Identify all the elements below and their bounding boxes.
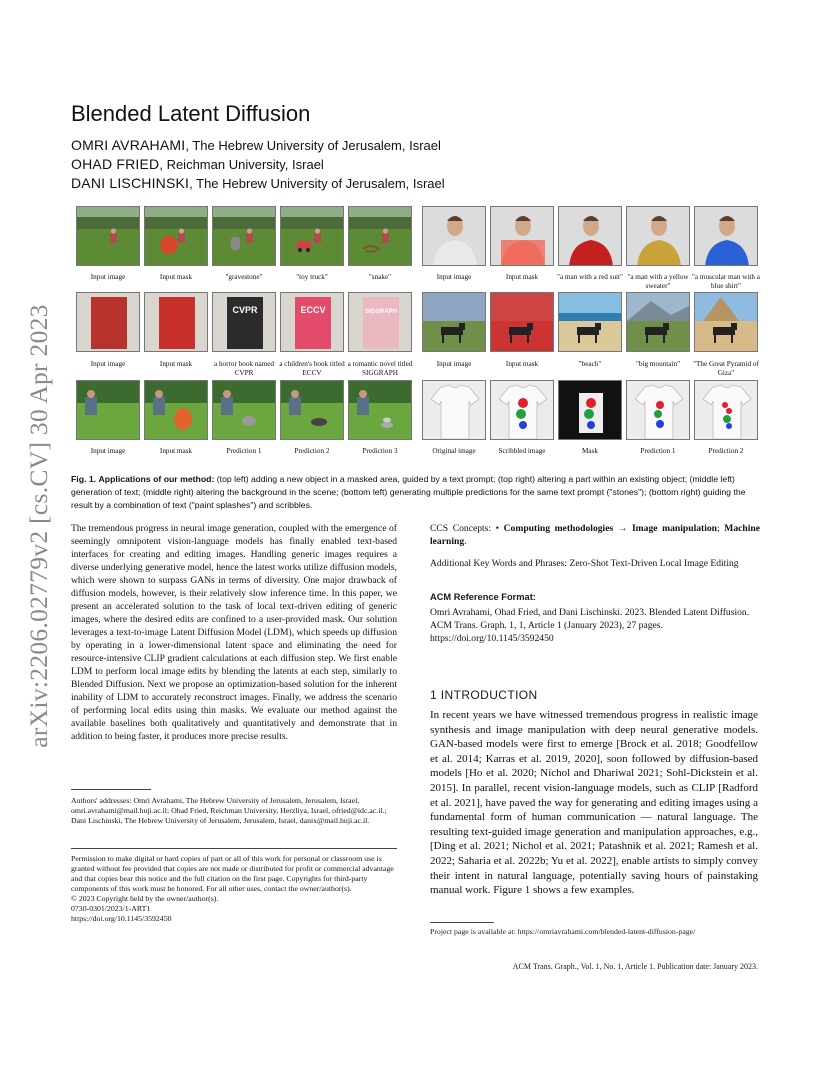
author-name: OHAD FRIED	[71, 156, 160, 172]
figure-thumbnail-caption: Input image	[436, 360, 472, 368]
permission-rule	[71, 848, 397, 849]
figure-thumbnail	[212, 206, 276, 266]
author-name: DANI LISCHINSKI	[71, 175, 190, 191]
figure-thumbnail	[348, 380, 412, 440]
author-name: OMRI AVRAHAMI	[71, 137, 186, 153]
figure-caption	[71, 473, 757, 512]
figure-thumbnail	[280, 380, 344, 440]
figure-thumbnail-caption: "a muscular man with a blue shirt"	[691, 273, 760, 290]
ccs-bold-2: Machine learning	[430, 523, 760, 547]
figure-thumbnail-caption: a children's book titled ECCV	[279, 360, 345, 377]
figure-thumbnail	[348, 292, 412, 352]
figure-thumbnail-caption: "a man with a yellow sweater"	[627, 273, 689, 290]
figure-thumbnail-caption: Prediction 3	[362, 447, 398, 455]
figure-thumbnail-caption: "The Great Pyramid of Giza"	[693, 360, 759, 377]
permission-notice	[71, 854, 397, 924]
figure-thumbnail	[76, 206, 140, 266]
author-1	[71, 137, 441, 153]
figure-thumbnail-caption: Input image	[90, 447, 126, 455]
author-3	[71, 175, 445, 191]
figure-thumbnail	[212, 292, 276, 352]
figure-thumbnail-caption: Input mask	[505, 360, 539, 368]
footnote-rule	[71, 789, 151, 790]
figure-thumbnail-caption: "toy truck"	[296, 273, 328, 281]
figure-thumbnail	[694, 292, 758, 352]
author-affiliation: , The Hebrew University of Jerusalem, Israel	[189, 176, 445, 191]
author-affiliation: , The Hebrew University of Jerusalem, Israel	[185, 138, 441, 153]
figure-thumbnail-caption: Prediction 2	[708, 447, 744, 455]
figure-thumbnail	[490, 206, 554, 266]
figure-thumbnail-caption: Scribbled image	[498, 447, 546, 455]
figure-thumbnail-caption: "big mountain"	[636, 360, 680, 368]
running-footer: ACM Trans. Graph., Vol. 1, No. 1, Article 1. Publication date: January 2023.	[512, 962, 758, 971]
figure-thumbnail	[626, 380, 690, 440]
figure-thumbnail-caption: Prediction 1	[226, 447, 262, 455]
figure-thumbnail-caption: Input image	[90, 360, 126, 368]
figure-thumbnail-caption: Prediction 2	[294, 447, 330, 455]
section-heading-introduction: 1 INTRODUCTION	[430, 688, 538, 702]
abstract: The tremendous progress in neural image generation, coupled with the emergence of seemingly omnipotent vision-language models has finally enabled text-based interfaces for creating and editing images. Handling generic images requires a diverse underlying generative model, hence the latest works utilize diffusion models, which were shown to surpass GANs in terms of diversity. One major drawback of diffusion models, however, is their relatively slow inference time. In this paper, we present an accelerated solution to the task of local text-driven editing of generic images, where the desired edits are confined to a user-provided mask. Our solution leverages a text-to-image Latent Diffusion Model (LDM), which speeds up diffusion by operating in a lower-dimensional latent space and eliminating the need for resource-intensive CLIP gradient calculations at each diffusion step. We first enable LDM to perform local image edits by blending the latents at each step, similarly to Blended Diffusion. Next we propose an optimization-based solution for the inherent inability of LDM to accurately reconstruct images. Finally, we address the scenario of performing local edits using thin masks. We evaluate our method against the available baselines both qualitatively and quantitatively and demonstrate that in addition to being faster, it produces more precise results.	[71, 523, 397, 742]
figure-thumbnail	[694, 380, 758, 440]
figure-thumbnail	[212, 380, 276, 440]
caption-lead: Fig. 1.	[71, 474, 97, 484]
introduction-text: In recent years we have witnessed tremendous progress in realistic image synthesis and image manipulation with deep neural generative models. GAN-based models were first to emerge [Brock et al. 2018; Goodfellow et al. 2014; Karras et al. 2019, 2020], soon followed by diffusion-based models [Ho et al. 2020; Nichol and Dhariwal 2021; Sohl-Dickstein et al. 2015]. In parallel, recent vision-language models, such as CLIP [Radford et al. 2021], have paved the way for generating and editing images using a fundamental form of human communication — natural language. The resulting text-guided image generation and manipulation approaches, e.g., [Ding et al. 2021; Nichol et al. 2021; Patashnik et al. 2021; Ramesh et al. 2022; Saharia et al. 2022b; Yu et al. 2022], enable artists to simply convey their intent in natural language, potentially saving hours of painstaking manual work. Figure 1 shows a few examples.	[430, 709, 758, 897]
acm-reference: Omri Avrahami, Ohad Fried, and Dani Lischinski. 2023. Blended Latent Diffusion. ACM Trans. Graph. 1, 1, Article 1 (January 2023), 27 pages. https://doi.org/10.1145/3592450	[430, 607, 750, 644]
caption-bold: Applications of our method:	[98, 474, 215, 484]
arxiv-stamp-text: arXiv:2206.02779v2 [cs.CV] 30 Apr 2023	[24, 304, 53, 748]
figure-thumbnail-caption: Input mask	[159, 273, 193, 281]
figure-thumbnail	[558, 380, 622, 440]
svg-text:ECCV: ECCV	[300, 305, 326, 315]
figure-thumbnail-caption: Mask	[582, 447, 598, 455]
figure-thumbnail	[144, 292, 208, 352]
figure-thumbnail-caption: a horror book named CVPR	[213, 360, 275, 377]
figure-thumbnail-caption: "beach"	[578, 360, 602, 368]
svg-text:CVPR: CVPR	[232, 305, 258, 315]
ccs-label: CCS Concepts: •	[430, 523, 504, 534]
figure-thumbnail	[490, 380, 554, 440]
ccs-concepts	[430, 522, 760, 548]
permission-text: Permission to make digital or hard copies of part or all of this work for personal or classroom use is granted without fee provided that copies are not made or distributed for profit or commercial advantage and that copies bear this notice and the full citation on the first page. Copyrights for third-party components of this work must be honored. For all other uses, contact the owner/author(s).	[71, 854, 394, 893]
figure-thumbnail	[144, 206, 208, 266]
figure-thumbnail	[280, 292, 344, 352]
figure-thumbnail	[76, 380, 140, 440]
figure-thumbnail	[422, 292, 486, 352]
copyright-line: © 2023 Copyright held by the owner/author(s).	[71, 894, 219, 903]
doi-line: https://doi.org/10.1145/3592450	[71, 914, 172, 923]
svg-text:SIGGRAPH: SIGGRAPH	[364, 309, 398, 315]
figure-thumbnail	[558, 206, 622, 266]
figure-thumbnail-caption: Input image	[90, 273, 126, 281]
figure-thumbnail	[76, 292, 140, 352]
figure-thumbnail	[144, 380, 208, 440]
figure-thumbnail-caption: Input mask	[159, 447, 193, 455]
ccs-end: .	[464, 536, 467, 547]
figure-thumbnail-caption: Input mask	[505, 273, 539, 281]
figure-thumbnail	[422, 206, 486, 266]
figure-thumbnail-caption: Input image	[436, 273, 472, 281]
acm-reference-heading: ACM Reference Format:	[430, 592, 536, 602]
figure-thumbnail	[280, 206, 344, 266]
figure-thumbnail	[626, 292, 690, 352]
figure-thumbnail-caption: "gravestone"	[225, 273, 263, 281]
figure-thumbnail	[348, 206, 412, 266]
ccs-sep: ;	[717, 523, 725, 534]
figure-thumbnail-caption: "snake"	[368, 273, 392, 281]
figure-thumbnail	[422, 380, 486, 440]
figure-thumbnail	[694, 206, 758, 266]
arxiv-stamp	[12, 286, 66, 766]
author-affiliation: , Reichman University, Israel	[159, 157, 324, 172]
caption-text: (top left) adding a new object in a masked area, guided by a text prompt; (top right) altering a part within an existing object; (middle left) generation of text; (middle right) altering the background in the scene; (bottom left) generating multiple predictions for the same text prompt ("stones"); (bottom right) guiding the result by a combination of text ("paint splashes") and scribbles.	[71, 474, 746, 510]
figure-thumbnail-caption: Prediction 1	[640, 447, 676, 455]
figure-thumbnail-caption: Input mask	[159, 360, 193, 368]
issn-line: 0730-0301/2023/1-ART1	[71, 904, 151, 913]
figure-thumbnail	[558, 292, 622, 352]
figure-thumbnail-caption: Original image	[432, 447, 476, 455]
figure-thumbnail-caption: "a man with a red suit"	[557, 273, 623, 281]
project-page-note: Project page is available at: https://omriavrahami.com/blended-latent-diffusion-page/	[430, 927, 696, 936]
figure-thumbnail	[626, 206, 690, 266]
author-2	[71, 156, 324, 172]
ccs-bold: Computing methodologies → Image manipulation	[503, 523, 718, 534]
figure-thumbnail	[490, 292, 554, 352]
authors-addresses: Authors' addresses: Omri Avrahami, The Hebrew University of Jerusalem, Jerusalem, Israel, omri.avrahami@mail.huji.ac.il; Ohad Fried, Reichman University, Herzliya, Israel, ofried@idc.ac.il.; Dani Lischinski, The Hebrew University of Jerusalem, Jerusalem, Israel, danix@mail.huji.ac.il.	[71, 796, 387, 825]
project-rule	[430, 922, 494, 923]
keywords: Additional Key Words and Phrases: Zero-Shot Text-Driven Local Image Editing	[430, 558, 739, 569]
paper-title: Blended Latent Diffusion	[71, 101, 311, 126]
figure-thumbnail-caption: a romantic novel titled SIGGRAPH	[347, 360, 413, 377]
